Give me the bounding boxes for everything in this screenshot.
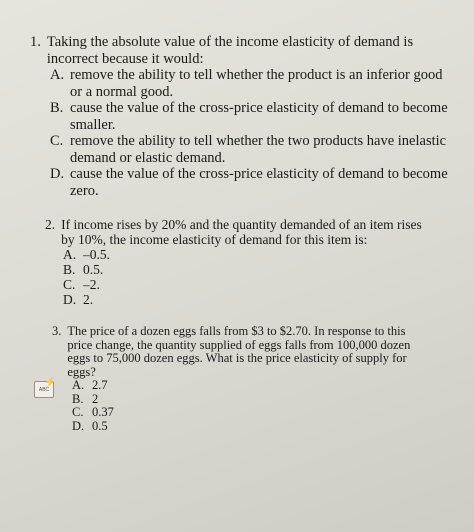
- question-text: The price of a dozen eggs falls from $3 to $2.70. In response to this price change, the quantity supplied of eggs falls from 100,000 dozen eggs to 75,000 dozen eggs. What is the price elasticity of supply for eggs?: [67, 324, 411, 379]
- option-text: –2.: [83, 277, 100, 292]
- option-letter: D.: [72, 418, 85, 433]
- answer-option-d: [52, 420, 422, 434]
- answer-option-c: [52, 406, 422, 420]
- answer-option-a: [30, 67, 450, 100]
- question-2: [45, 217, 425, 307]
- answer-option-a: [45, 247, 425, 262]
- option-text: 2: [92, 391, 99, 406]
- lightning-bolt-icon: ⚡: [44, 377, 56, 387]
- option-text: 2.: [83, 292, 94, 307]
- answer-option-c: [30, 133, 450, 166]
- option-letter: C.: [63, 277, 76, 292]
- option-text: remove the ability to tell whether the two products have inelastic demand or elastic demand.: [70, 133, 447, 166]
- answer-option-b: [52, 393, 422, 407]
- question-number: 3.: [52, 324, 62, 338]
- option-letter: A.: [63, 247, 77, 262]
- question-stem: [45, 217, 425, 247]
- question-number: 2.: [45, 217, 56, 232]
- answer-option-d: [45, 292, 425, 307]
- option-letter: C.: [50, 133, 64, 149]
- option-letter: D.: [63, 292, 77, 307]
- question-number: 1.: [30, 34, 41, 50]
- question-1: [30, 34, 450, 199]
- option-letter: D.: [50, 166, 65, 182]
- answer-option-c: [45, 277, 425, 292]
- answer-option-d: [30, 166, 450, 199]
- marker-label: ABC: [38, 386, 50, 393]
- question-3: [52, 325, 422, 433]
- question-text: Taking the absolute value of the income elasticity of demand is incorrect because it would:: [46, 34, 414, 67]
- option-text: –0.5.: [83, 247, 110, 262]
- answer-option-b: [30, 100, 450, 133]
- question-stem: [30, 34, 450, 67]
- option-text: remove the ability to tell whether the product is an inferior good or a normal good.: [70, 67, 443, 100]
- option-text: 0.37: [92, 405, 114, 419]
- option-text: 2.7: [92, 378, 108, 392]
- abc-marker-badge[interactable]: [34, 377, 56, 398]
- option-text: cause the value of the cross-price elasticity of demand to become zero.: [70, 166, 448, 199]
- option-letter: C.: [72, 405, 84, 419]
- option-letter: B.: [72, 391, 84, 406]
- answer-option-a: [52, 379, 422, 393]
- option-text: cause the value of the cross-price elasticity of demand to become smaller.: [70, 100, 448, 133]
- option-text: 0.5.: [83, 262, 104, 277]
- option-letter: A.: [50, 67, 65, 83]
- answer-option-b: [45, 262, 425, 277]
- option-letter: B.: [50, 100, 64, 116]
- option-letter: A.: [72, 378, 85, 392]
- question-stem: [52, 325, 422, 379]
- option-text: 0.5: [92, 418, 108, 433]
- option-letter: B.: [63, 262, 76, 277]
- question-text: If income rises by 20% and the quantity demanded of an item rises by 10%, the income elasticity of demand for this item is:: [61, 217, 422, 247]
